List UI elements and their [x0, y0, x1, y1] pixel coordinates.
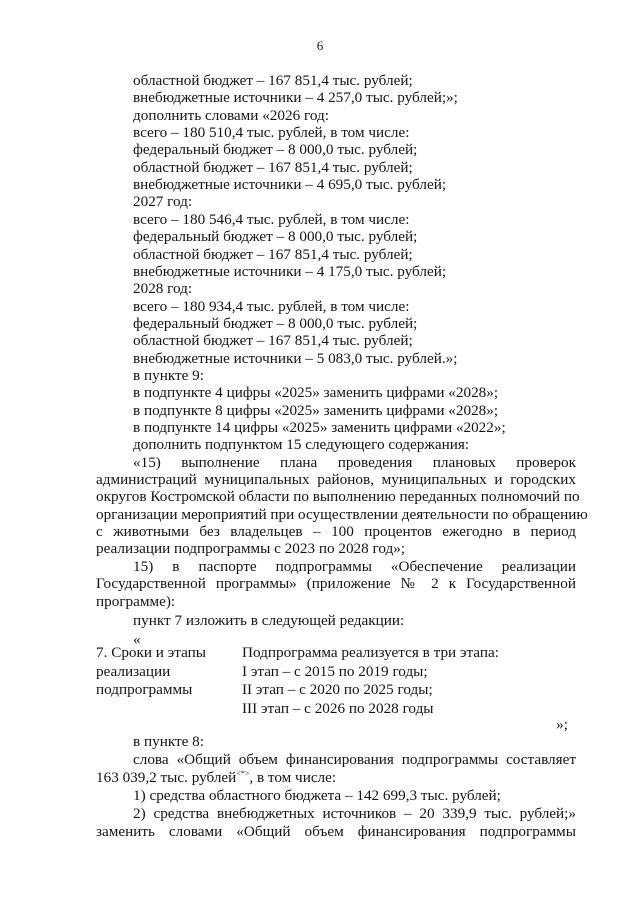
text-line: всего – 180 934,4 тыс. рублей, в том числе: — [133, 297, 410, 315]
text-line: слова «Общий объем финансирования подпрограммы составляет — [133, 751, 576, 768]
text-line: всего – 180 546,4 тыс. рублей, в том числе: — [133, 210, 410, 228]
text-line: в подпункте 8 цифры «2025» заменить цифрами «2028»; — [133, 401, 499, 419]
text-line: 2028 год: — [133, 280, 193, 298]
text-line: всего – 180 510,4 тыс. рублей, в том числе: — [133, 124, 410, 142]
text-line: 15) в паспорте подпрограммы «Обеспечение реализации — [133, 557, 576, 575]
open-quote: « — [133, 631, 141, 649]
text-line: дополнить словами «2026 год: — [133, 106, 329, 124]
text-line: в подпункте 14 цифры «2025» заменить цифрами «2022»; — [133, 419, 506, 436]
table-label-line: реализации — [96, 662, 171, 680]
text-line: в подпункте 4 цифры «2025» заменить цифрами «2028»; — [133, 384, 499, 402]
text-line: администраций муниципальных районов, муниципальных и городских — [96, 471, 576, 489]
text-line: областной бюджет – 167 851,4 тыс. рублей; — [133, 332, 413, 350]
text-line: организации мероприятий при осуществлении деятельности по обращению — [96, 505, 588, 523]
text-line: реализации подпрограммы с 2023 по 2028 год»; — [96, 540, 406, 558]
text-line: внебюджетные источники – 4 257,0 тыс. рублей;»; — [133, 89, 458, 107]
footnote-marker: <*> — [236, 769, 250, 778]
table-label-line: 7. Сроки и этапы — [96, 644, 206, 661]
table-value-line: II этап – с 2020 по 2025 годы; — [242, 681, 433, 698]
text-line: пункт 7 изложить в следующей редакции: — [133, 611, 405, 629]
text-line: федеральный бюджет – 8 000,0 тыс. рублей; — [133, 314, 418, 332]
closing-quote: »; — [556, 716, 568, 733]
text-line: внебюджетные источники – 4 175,0 тыс. рублей; — [133, 262, 447, 280]
text-line: программе): — [96, 592, 176, 610]
text-fragment: , в том числе: — [249, 769, 337, 786]
text-line: областной бюджет – 167 851,4 тыс. рублей; — [133, 72, 413, 89]
text-line: 1) средства областного бюджета – 142 699,3 тыс. рублей; — [133, 787, 501, 804]
text-line: федеральный бюджет – 8 000,0 тыс. рублей; — [133, 228, 418, 246]
text-line: заменить словами «Общий объем финансирования подпрограммы — [96, 823, 576, 840]
text-line: 2027 год: — [133, 193, 193, 211]
text-line: с животными без владельцев – 100 процентов ежегодно в период — [96, 523, 576, 541]
text-line: областной бюджет – 167 851,4 тыс. рублей; — [133, 245, 413, 263]
text-line: областной бюджет – 167 851,4 тыс. рублей; — [133, 158, 413, 176]
text-line: федеральный бюджет – 8 000,0 тыс. рублей; — [133, 141, 418, 159]
text-line: внебюджетные источники – 4 695,0 тыс. рублей; — [133, 176, 447, 194]
text-line: внебюджетные источники – 5 083,0 тыс. рублей.»; — [133, 349, 458, 367]
text-line: в пункте 8: — [133, 733, 204, 750]
table-value-line: Подпрограмма реализуется в три этапа: — [242, 644, 499, 661]
stages-table — [96, 644, 576, 717]
text-line: Государственной программы» (приложение № 2 к Государственной — [96, 575, 576, 593]
text-line: округов Костромской области по выполнению переданных полномочий по — [96, 488, 580, 506]
table-value-line: I этап – с 2015 по 2019 годы; — [242, 662, 428, 680]
table-label-line: подпрограммы — [96, 681, 193, 698]
amount-text: 163 039,2 тыс. рублей — [96, 769, 237, 786]
text-line: 2) средства внебюджетных источников – 20 339,9 тыс. рублей;» — [133, 805, 576, 822]
page-number: 6 — [316, 38, 324, 53]
text-line: в пункте 9: — [133, 366, 204, 384]
text-line: «15) выполнение плана проведения плановых проверок — [133, 453, 576, 471]
table-value-line: III этап – с 2026 по 2028 годы — [242, 699, 434, 717]
text-line: дополнить подпунктом 15 следующего содержания: — [133, 436, 470, 454]
text-line — [96, 769, 336, 786]
